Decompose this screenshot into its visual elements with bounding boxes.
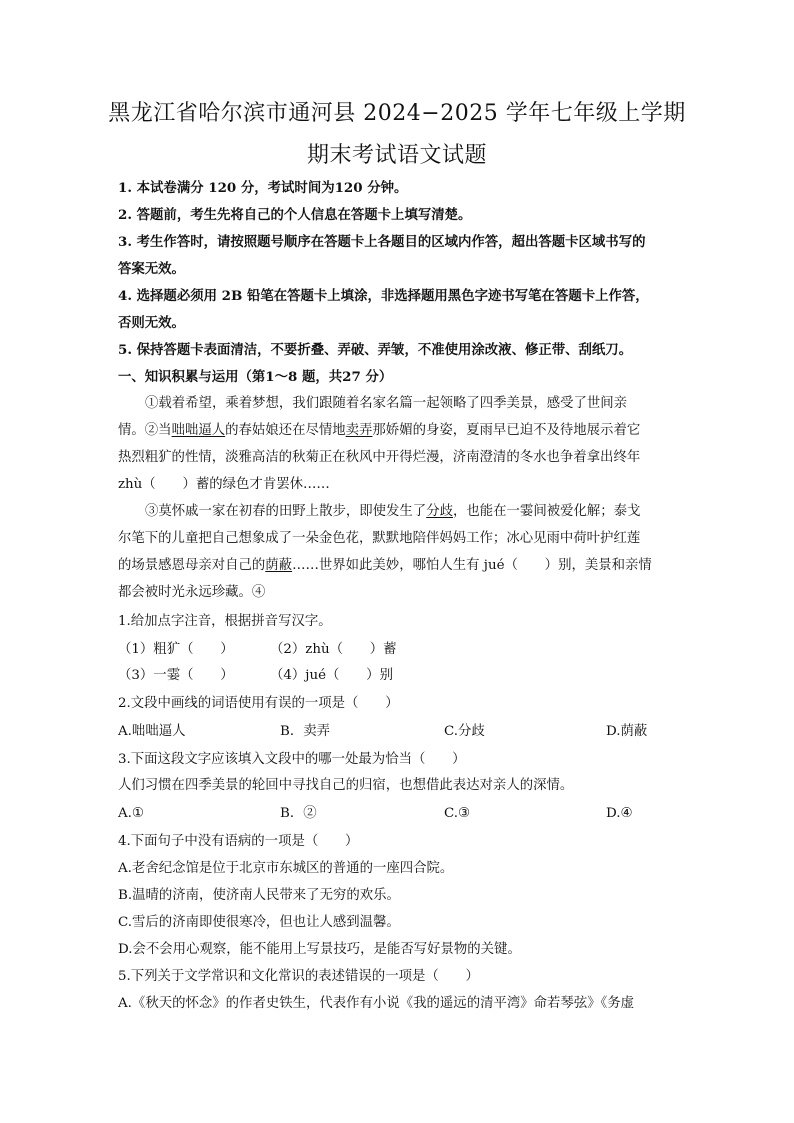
q1-item-3: （3）一霎（ ）	[118, 668, 234, 683]
passage-p1-line4: zhù（ ）蓄的绿色才肯罢休……	[118, 477, 330, 492]
q4-option-c: C.雪后的济南即使很寒冷，但也让人感到温馨。	[118, 915, 400, 930]
instruction-4-cont: 否则无效。	[118, 315, 185, 331]
passage-p2-line1: ③莫怀戚一家在初春的田野上散步，即使发生了分歧，也能在一霎间被爱化解；泰戈	[145, 504, 641, 519]
q4-stem: 4.下面句子中没有语病的一项是（ ）	[118, 834, 359, 849]
q1-stem: 1.给加点字注音，根据拼音写汉字。	[118, 614, 332, 629]
instruction-5: 5. 保持答题卡表面清洁，不要折叠、弄破、弄皱，不准使用涂改液、修正带、刮纸刀。	[118, 342, 633, 358]
passage-p2-line4: 都会被时光永远珍藏。④	[118, 585, 266, 600]
underlined-word-3: 分歧	[426, 504, 453, 519]
q4-option-a: A.老舍纪念馆是位于北京市东城区的普通的一座四合院。	[118, 861, 454, 876]
exam-title-line1: 黑龙江省哈尔滨市通河县 2024−2025 学年七年级上学期	[108, 101, 686, 126]
section-heading: 一、知识积累与运用（第1～8 题，共27 分）	[118, 369, 393, 385]
q1-item-2: （2）zhù（ ）蓄	[270, 642, 397, 657]
passage-p1-line2: 情。②当咄咄逼人的春姑娘还在尽情地卖弄那娇媚的身姿，夏雨早已迫不及待地展示着它	[118, 423, 641, 438]
exam-title-line2: 期末考试语文试题	[306, 143, 487, 168]
q5-stem: 5.下列关于文学常识和文化常识的表述错误的一项是（ ）	[118, 969, 479, 984]
q4-option-d: D.会不会用心观察，能不能用上写景技巧，是能否写好景物的关键。	[118, 942, 521, 957]
underlined-word-1: 咄咄逼人	[171, 423, 226, 438]
q3-stem: 3.下面这段文字应该填入文段中的哪一处最为恰当（ ）	[118, 752, 466, 767]
q2-option-d: D.荫蔽	[606, 724, 648, 739]
passage-p2-line3: 的场景感恩母亲对自己的荫蔽……世界如此美妙，哪怕人生有 jué（ ）别，美景和亲情	[118, 558, 652, 573]
q2-option-c: C.分歧	[444, 724, 485, 739]
q1-item-4: （4）jué（ ）别	[270, 668, 393, 683]
q4-option-b: B.温晴的济南，使济南人民带来了无穷的欢乐。	[118, 888, 400, 903]
q3-option-c: C.③	[444, 806, 471, 821]
instruction-1: 1. 本试卷满分 120 分，考试时间为120 分钟。	[118, 180, 408, 196]
q3-text: 人们习惯在四季美景的轮回中寻找自己的归宿，也想借此表达对亲人的深情。	[118, 778, 574, 793]
q3-option-b: B．②	[280, 806, 317, 821]
q5-option-a: A.《秋天的怀念》的作者史铁生，代表作有小说《我的遥远的清平湾》命若琴弦》《务虚	[118, 996, 635, 1011]
q2-option-b: B．卖弄	[280, 724, 331, 739]
q2-stem: 2.文段中画线的词语使用有误的一项是（ ）	[118, 696, 399, 711]
instruction-3: 3. 考生作答时，请按照题号顺序在答题卡上各题目的区域内作答，超出答题卡区域书写的	[118, 234, 646, 250]
q3-option-a: A.①	[118, 806, 144, 821]
passage-p2-line2: 尔笔下的儿童把自己想象成了一朵金色花，默默地陪伴妈妈工作；冰心见雨中荷叶护红莲	[118, 531, 641, 546]
instruction-2: 2. 答题前，考生先将自己的个人信息在答题卡上填写清楚。	[118, 207, 472, 223]
underlined-word-2: 卖弄	[345, 423, 373, 438]
passage-p1-line1: ①载着希望，乘着梦想，我们跟随着名家名篇一起领略了四季美景，感受了世间亲	[145, 396, 628, 411]
q2-option-a: A.咄咄逼人	[118, 724, 186, 739]
q1-item-1: （1）粗犷（ ）	[118, 642, 234, 657]
q3-option-d: D.④	[606, 806, 633, 821]
instruction-4: 4. 选择题必须用 2B 铅笔在答题卡上填涂，非选择题用黑色字迹书写笔在答题卡上作答，	[118, 288, 649, 304]
instruction-3-cont: 答案无效。	[118, 261, 185, 277]
underlined-word-4: 荫蔽	[265, 558, 293, 573]
passage-p1-line3: 热烈粗犷的性情，淡雅高洁的秋菊正在秋风中开得烂漫，济南澄清的冬水也争着拿出终年	[118, 450, 641, 465]
